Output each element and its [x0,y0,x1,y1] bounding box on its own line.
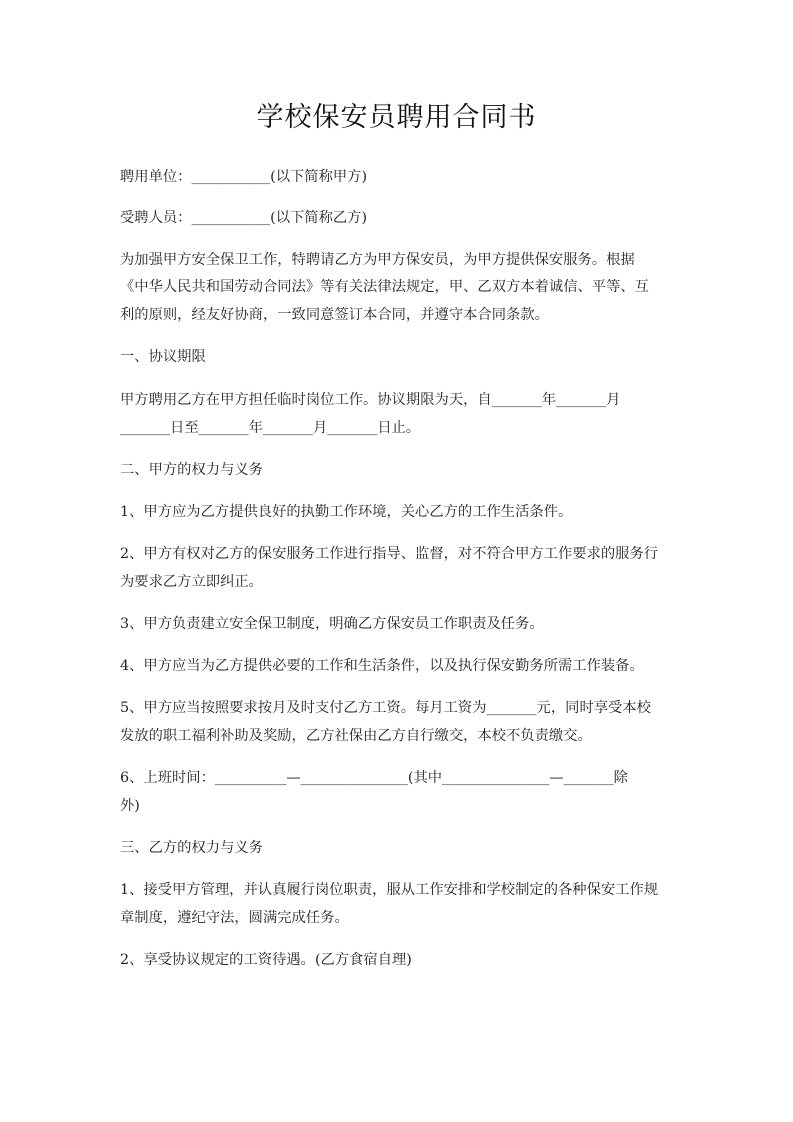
party-a-clause-1: 1、甲方应为乙方提供良好的执勤工作环境，关心乙方的工作生活条件。 [120,504,573,520]
employer-line: 聘用单位：___________(以下简称甲方) [120,169,368,185]
party-a-clause-5-line-1: 5、甲方应当按照要求按月及时支付乙方工资。每月工资为_______元，同时享受本校 [120,700,651,716]
party-a-clause-2-line-1: 2、甲方有权对乙方的保安服务工作进行指导、监督，对不符合甲方工作要求的服务行 [120,546,659,562]
party-a-clause-2-line-2: 为要求乙方立即纠正。 [120,574,263,590]
party-b-clause-1-line-1: 1、接受甲方管理，并认真履行岗位职责，服从工作安排和学校制定的各种保安工作规 [120,882,659,898]
party-a-clause-6-line-2: 外) [120,798,140,814]
preamble-line-1: 为加强甲方安全保卫工作，特聘请乙方为甲方保安员，为甲方提供保安服务。根据 [120,252,635,268]
party-a-clause-6-line-1: 6、上班时间：__________—_______________(其中_______________—_______除 [120,770,628,786]
party-a-clause-4: 4、甲方应当为乙方提供必要的工作和生活条件，以及执行保安勤务所需工作装备。 [120,658,644,674]
party-b-clause-1-line-2: 章制度，遵纪守法，圆满完成任务。 [120,910,349,926]
term-line-1: 甲方聘用乙方在甲方担任临时岗位工作。协议期限为天，自_______年_______月 [120,392,621,408]
document-title: 学校保安员聘用合同书 [256,102,537,133]
term-line-2: _______日至_______年_______月_______日止。 [120,420,421,436]
preamble-line-2: 《中华人民共和国劳动合同法》等有关法律法规定，甲、乙双方本着诚信、平等、互 [120,279,649,295]
party-a-clause-3: 3、甲方负责建立安全保卫制度，明确乙方保安员工作职责及任务。 [120,616,544,632]
employee-line: 受聘人员：___________(以下简称乙方) [120,210,368,226]
party-a-clause-5-line-2: 发放的职工福利补助及奖励，乙方社保由乙方自行缴交，本校不负责缴交。 [120,728,592,744]
section-heading-party-a: 二、甲方的权力与义务 [120,462,263,478]
section-heading-term: 一、协议期限 [120,349,206,365]
section-heading-party-b: 三、乙方的权力与义务 [120,840,263,856]
preamble-line-3: 利的原则，经友好协商，一致同意签订本合同，并遵守本合同条款。 [120,307,549,323]
party-b-clause-2: 2、享受协议规定的工资待遇。(乙方食宿自理) [120,952,412,968]
